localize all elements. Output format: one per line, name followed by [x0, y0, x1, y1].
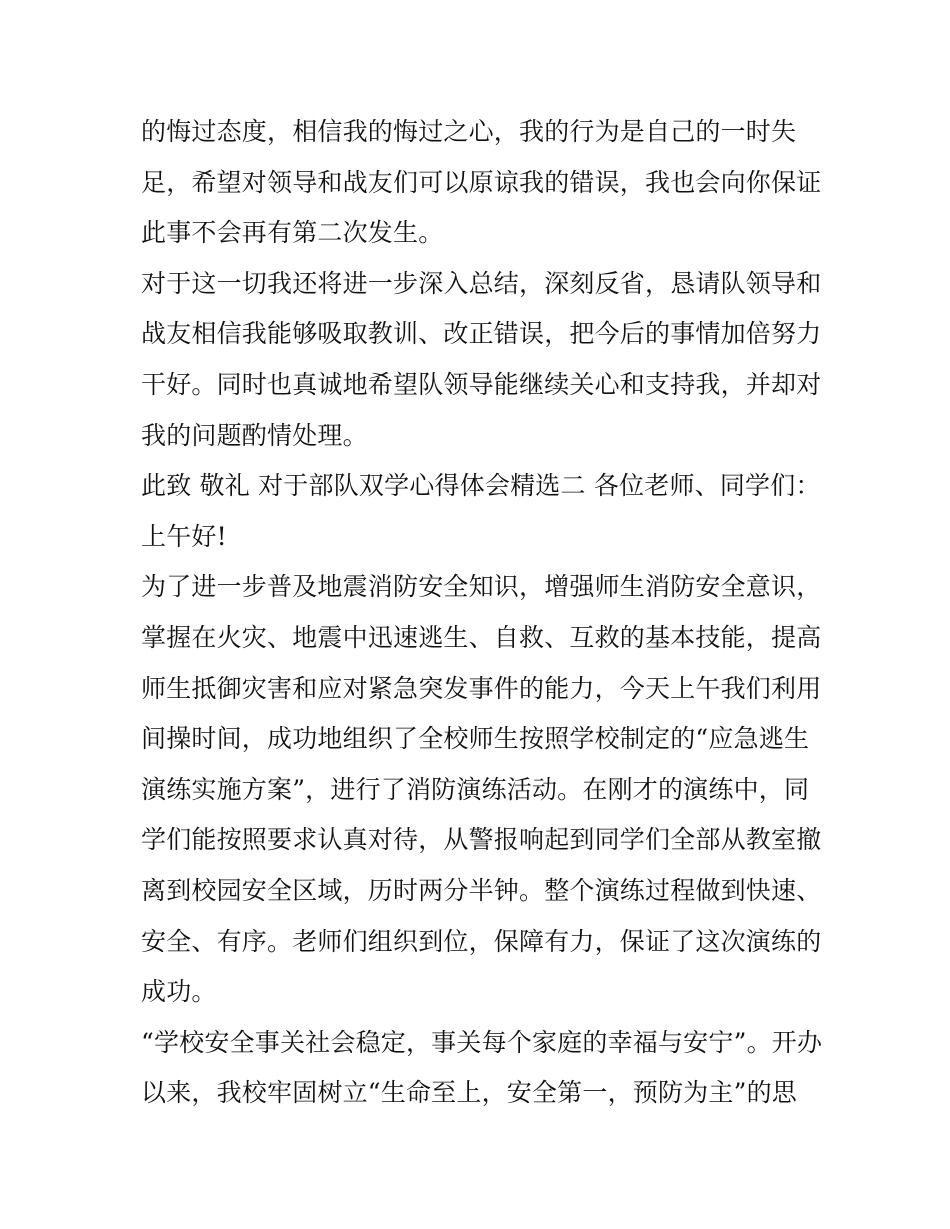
text-line: 此致 敬礼 对于部队双学心得体会精选二 各位老师、同学们：	[141, 471, 821, 501]
text-line: 此事不会再有第二次发生。	[141, 218, 444, 248]
text-line: 上午好!	[141, 521, 227, 551]
text-line: “学校安全事关社会稳定，事关每个家庭的幸福与安宁”。开办	[141, 1027, 823, 1057]
text-line: 学们能按照要求认真对待，从警报响起到同学们全部从教室撤	[141, 825, 822, 855]
text-line: 成功。	[141, 977, 217, 1007]
text-line: 以来，我校牢固树立“生命至上，安全第一，预防为主”的思	[141, 1078, 797, 1108]
text-line: 我的问题酌情处理。	[141, 420, 368, 450]
text-line: 间操时间，成功地组织了全校师生按照学校制定的“应急逃生	[141, 724, 810, 754]
text-line: 为了进一步普及地震消防安全知识，增强师生消防安全意识，	[141, 572, 822, 602]
text-line: 对于这一切我还将进一步深入总结，深刻反省，恳请队领导和	[141, 268, 822, 298]
text-line: 离到校园安全区域，历时两分半钟。整个演练过程做到快速、	[141, 875, 822, 905]
text-line: 足，希望对领导和战友们可以原谅我的错误，我也会向你保证	[141, 167, 822, 197]
text-line: 战友相信我能够吸取教训、改正错误，把今后的事情加倍努力	[141, 319, 822, 349]
text-line: 安全、有序。老师们组织到位，保障有力，保证了这次演练的	[141, 926, 822, 956]
text-line: 干好。同时也真诚地希望队领导能继续关心和支持我，并却对	[141, 369, 822, 399]
text-line: 的悔过态度，相信我的悔过之心，我的行为是自己的一时失	[141, 117, 797, 146]
text-line: 演练实施方案”，进行了消防演练活动。在刚才的演练中，同	[141, 774, 810, 804]
text-line: 师生抵御灾害和应对紧急突发事件的能力，今天上午我们利用	[141, 673, 822, 703]
text-line: 掌握在火灾、地震中迅速逃生、自救、互救的基本技能，提高	[141, 622, 822, 652]
document-body	[141, 107, 821, 1119]
